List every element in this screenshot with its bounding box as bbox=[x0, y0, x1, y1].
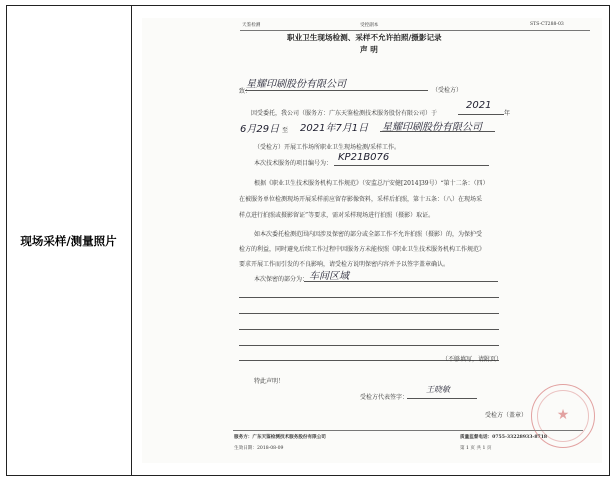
p3-line1: 根据《职业卫生技术服务机构工作规范》（安监总厅安健[2014]39号）“第十二条：（四） bbox=[254, 180, 489, 187]
client-name-handwritten: 星耀印刷股份有限公司 bbox=[246, 79, 346, 90]
doc-subtitle: 声 明 bbox=[360, 45, 378, 54]
underline bbox=[334, 165, 489, 166]
secret-handwritten: 车间区域 bbox=[309, 271, 349, 282]
underline bbox=[245, 90, 428, 91]
project-handwritten: KP21B076 bbox=[338, 152, 390, 163]
p5-prefix: 本次保密的部分为： bbox=[254, 276, 309, 283]
p3-line3: 样点进行拍照或摄影留证”等要求，需对采样现场进行拍照（摄影）取证。 bbox=[239, 212, 435, 219]
p4-line3: 要求开展工作而引发的不良影响，请受检方说明保密内容并予以签字盖章确认。 bbox=[239, 261, 450, 268]
scanned-document bbox=[142, 18, 602, 463]
year-handwritten: 2021 bbox=[466, 100, 492, 111]
column-divider bbox=[131, 5, 132, 476]
header-mid: 受控副本 bbox=[360, 23, 379, 28]
underline bbox=[304, 281, 498, 282]
note: （不够填写，请附页） bbox=[442, 356, 503, 363]
underline bbox=[380, 131, 495, 132]
closing: 特此声明！ bbox=[254, 378, 285, 385]
row-label: 现场采样/测量照片 bbox=[20, 233, 117, 248]
signature-handwritten: 王晓敏 bbox=[426, 385, 450, 394]
date-handwritten: 6月29日 bbox=[240, 124, 280, 135]
date2-handwritten: 2021年7月1日 bbox=[300, 123, 369, 134]
underline bbox=[407, 398, 477, 399]
blank-line bbox=[239, 313, 499, 314]
p3-line2: 在被服务单位检测现场开展采样前应留存影像资料，采样后拍照，第十五条：（八）在现场采 bbox=[239, 196, 483, 203]
p4-line1: 如本次委托检测范围内因涉及保密的部分或全部工作不允许拍照（摄影）的，为保护受 bbox=[254, 231, 483, 238]
footer-date: 生效日期：2018-08-09 bbox=[234, 446, 284, 451]
label-cell bbox=[6, 5, 131, 476]
client2-handwritten: 星耀印刷股份有限公司 bbox=[382, 122, 482, 133]
p1-line1: 因受委托，我公司（服务方：广东天鉴检测技术服务股份有限公司）于 bbox=[251, 110, 438, 117]
blank-line bbox=[239, 329, 499, 330]
document-photo bbox=[142, 18, 602, 463]
p1-line3: （受检方）开展工作场所职业卫生现场检测/采样工作。 bbox=[254, 144, 401, 151]
header-left: 天鉴检测 bbox=[242, 23, 261, 28]
star-icon: ★ bbox=[556, 407, 570, 423]
doc-title: 职业卫生现场检测、采样不允许拍照/摄影记录 bbox=[287, 33, 442, 42]
header-code: STS-CT288-03 bbox=[530, 22, 564, 27]
p2-prefix: 本次技术服务的项目编号为： bbox=[254, 160, 333, 167]
footer-service: 服务方：广东天鉴检测技术服务股份有限公司 bbox=[234, 435, 326, 440]
to-suffix: （受检方） bbox=[432, 87, 463, 94]
footer-rule bbox=[233, 430, 583, 431]
p4-line2: 检方的利益，同时避免后续工作过程中因服务方未能按照《职业卫生技术服务机构工作规范》 bbox=[239, 246, 486, 253]
blank-line bbox=[239, 345, 499, 346]
footer-page: 第 1 页 共 1 页 bbox=[460, 446, 492, 451]
header-rule bbox=[240, 30, 590, 31]
p1-mid: 至 bbox=[282, 127, 289, 134]
blank-line bbox=[239, 297, 499, 298]
footer-phone: 质量监督电话：0755-33228933-8718 bbox=[460, 435, 548, 440]
stamp-label: 受检方（盖章） bbox=[485, 412, 528, 419]
p1-year-end: 年 bbox=[504, 110, 511, 117]
underline bbox=[458, 114, 504, 115]
to-prefix: 致： bbox=[239, 88, 252, 95]
sign-label: 受检方代表签字： bbox=[360, 394, 409, 401]
